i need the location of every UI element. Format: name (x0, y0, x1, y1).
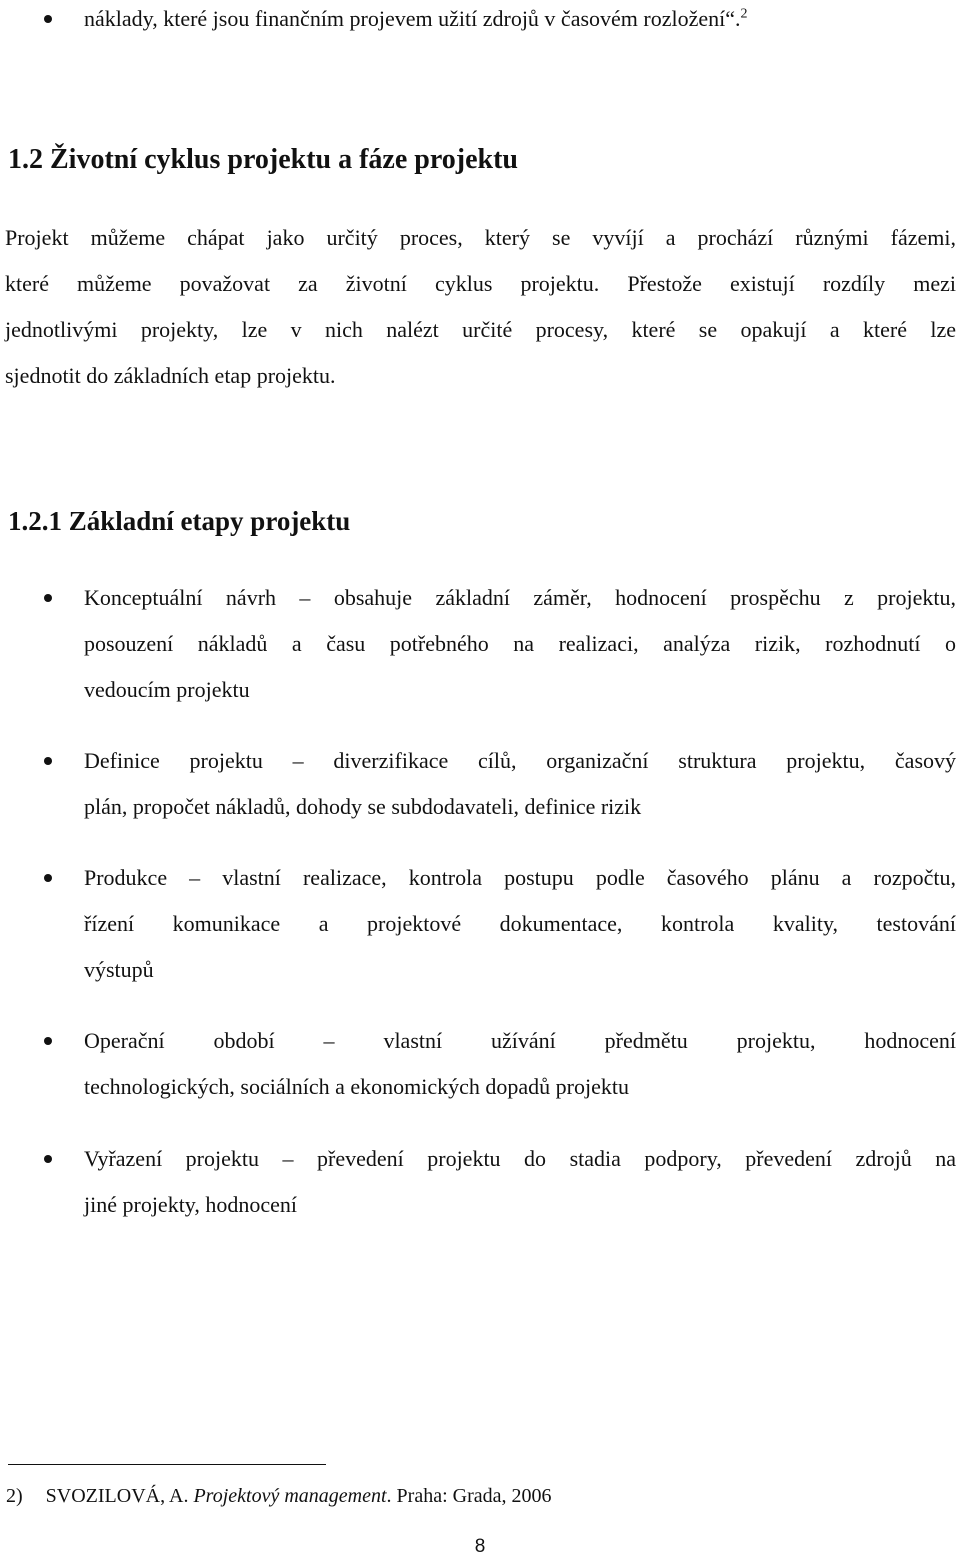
list-item-line: Operační období – vlastní užívání předmětu projektu, hodnocení (84, 1028, 956, 1053)
list-item-line: technologických, sociálních a ekonomických dopadů projektu (84, 1074, 629, 1099)
quote-tail: “. (725, 6, 741, 31)
bullet-icon (44, 15, 52, 23)
bullet-icon (44, 594, 52, 602)
list-item-line: vedoucím projektu (84, 677, 250, 702)
list-item-line: posouzení nákladů a času potřebného na realizaci, analýza rizik, rozhodnutí o (84, 631, 956, 656)
footnote-publisher: . Praha: Grada, 2006 (386, 1485, 552, 1507)
bullet-icon (44, 874, 52, 882)
paragraph-line: jednotlivými projekty, lze v nich nalézt určité procesy, které se opakují a které lze (5, 317, 956, 342)
bullet-icon (44, 757, 52, 765)
paragraph-line: sjednotit do základních etap projektu. (5, 363, 336, 388)
top-list-item (84, 5, 748, 33)
top-list-item-text: náklady, které jsou finančním projevem užití zdrojů v časovém rozložení (84, 6, 726, 31)
section-heading: 1.2 Životní cyklus projektu a fáze projektu (8, 144, 518, 175)
list-item-line: řízení komunikace a projektové dokumentace, kontrola kvality, testování (84, 911, 956, 936)
footnote-separator (8, 1464, 326, 1465)
list-item-line: Produkce – vlastní realizace, kontrola postupu podle časového plánu a rozpočtu, (84, 865, 956, 890)
footnote (6, 1483, 551, 1509)
list-item-line: výstupů (84, 957, 154, 982)
footnote-author: SVOZILOVÁ, A. (45, 1485, 189, 1507)
list-item-line: plán, propočet nákladů, dohody se subdodavateli, definice rizik (84, 794, 642, 819)
list-item-line: Vyřazení projektu – převedení projektu do stadia podpory, převedení zdrojů na (84, 1146, 956, 1171)
footnote-number: 2) (6, 1485, 23, 1507)
footnote-title: Projektový management (193, 1485, 387, 1507)
page-number: 8 (474, 1536, 486, 1557)
paragraph-line: které můžeme považovat za životní cyklus projektu. Přestože existují rozdíly mezi (5, 271, 956, 296)
list-item-line: Konceptuální návrh – obsahuje základní záměr, hodnocení prospěchu z projektu, (84, 585, 956, 610)
list-item-line: jiné projekty, hodnocení (84, 1192, 298, 1217)
paragraph-line: Projekt můžeme chápat jako určitý proces, který se vyvíjí a prochází různými fázemi, (5, 225, 956, 250)
bullet-icon (44, 1155, 52, 1163)
subsection-heading: 1.2.1 Základní etapy projektu (8, 506, 351, 536)
list-item-line: Definice projektu – diverzifikace cílů, organizační struktura projektu, časový (84, 748, 956, 773)
bullet-icon (44, 1037, 52, 1045)
footnote-ref: 2 (740, 6, 748, 22)
